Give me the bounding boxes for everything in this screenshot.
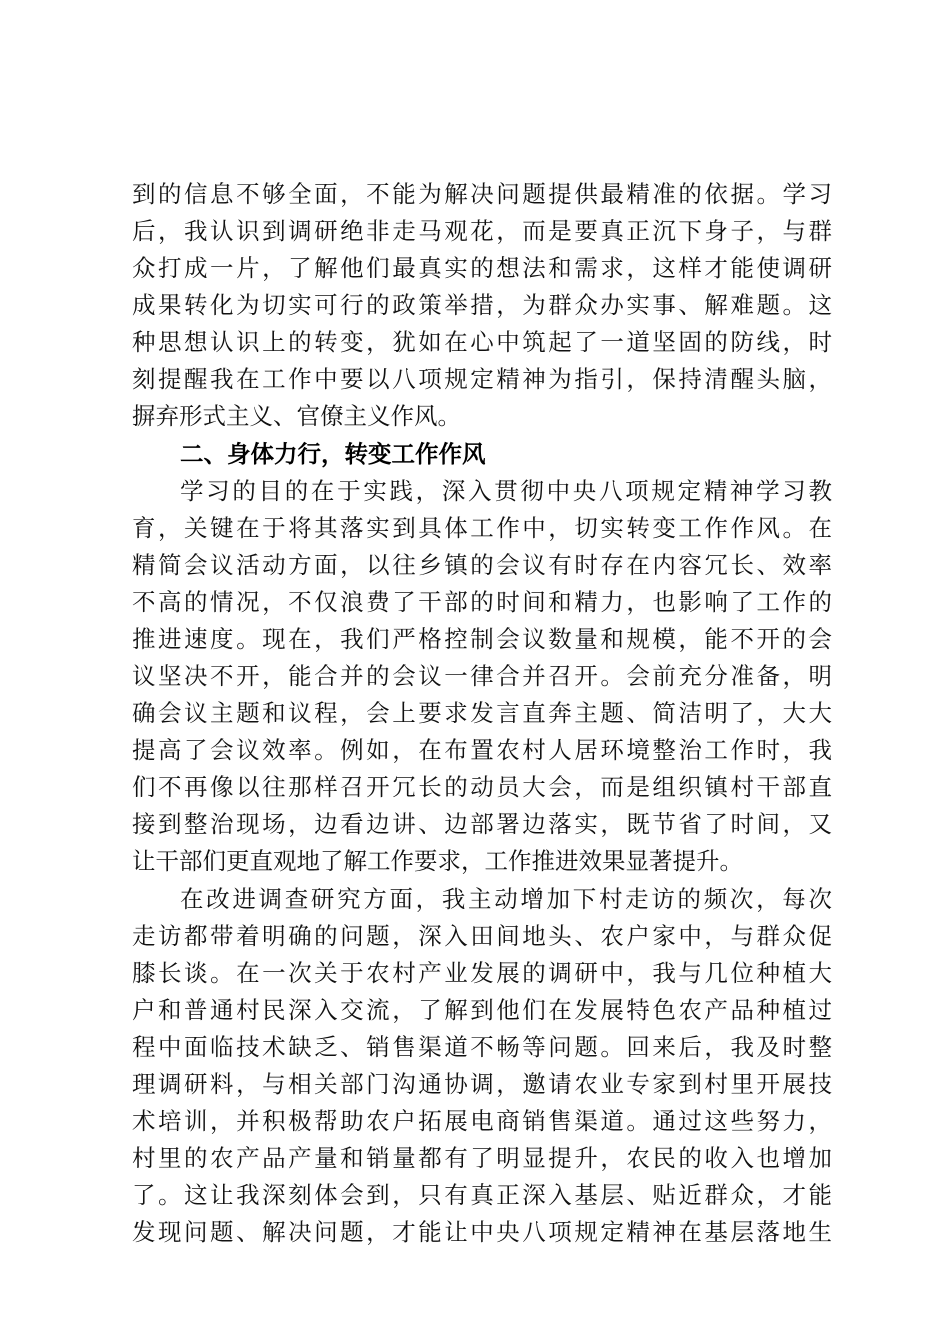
paragraph-2-line-2: 育，关键在于将其落实到具体工作中，切实转变工作作风。在: [132, 514, 832, 542]
paragraph-2-line-4: 不高的情况，不仅浪费了干部的时间和精力，也影响了工作的: [132, 588, 832, 616]
paragraph-2-line-8: 提高了会议效率。例如，在布置农村人居环境整治工作时，我: [132, 736, 832, 764]
paragraph-2-line-9: 们不再像以往那样召开冗长的动员大会，而是组织镇村干部直: [132, 773, 832, 801]
paragraph-2-line-3: 精简会议活动方面，以往乡镇的会议有时存在内容冗长、效率: [132, 551, 832, 579]
paragraph-3-line-2: 走访都带着明确的问题，深入田间地头、农户家中，与群众促: [132, 922, 832, 950]
paragraph-3-line-1: 在改进调查研究方面，我主动增加下村走访的频次，每次: [180, 885, 832, 913]
paragraph-3-line-10: 发现问题、解决问题，才能让中央八项规定精神在基层落地生: [132, 1218, 832, 1246]
paragraph-2-line-5: 推进速度。现在，我们严格控制会议数量和规模，能不开的会: [132, 625, 832, 653]
paragraph-2-line-11: 让干部们更直观地了解工作要求，工作推进效果显著提升。: [132, 847, 743, 875]
paragraph-3-line-9: 了。这让我深刻体会到，只有真正深入基层、贴近群众，才能: [132, 1181, 832, 1209]
paragraph-1-line-1: 到的信息不够全面，不能为解决问题提供最精准的依据。学习: [132, 180, 832, 208]
paragraph-1-line-7: 摒弃形式主义、官僚主义作风。: [132, 402, 461, 430]
paragraph-1-line-3: 众打成一片，了解他们最真实的想法和需求，这样才能使调研: [132, 254, 832, 282]
paragraph-1-line-4: 成果转化为切实可行的政策举措，为群众办实事、解难题。这: [132, 291, 832, 319]
paragraph-1-line-6: 刻提醒我在工作中要以八项规定精神为指引，保持清醒头脑，: [132, 365, 832, 393]
paragraph-3-line-3: 膝长谈。在一次关于农村产业发展的调研中，我与几位种植大: [132, 959, 832, 987]
paragraph-3-line-7: 术培训，并积极帮助农户拓展电商销售渠道。通过这些努力，: [132, 1107, 832, 1135]
paragraph-2-line-1: 学习的目的在于实践，深入贯彻中央八项规定精神学习教: [180, 477, 832, 505]
paragraph-2-line-6: 议坚决不开，能合并的会议一律合并召开。会前充分准备，明: [132, 662, 832, 690]
paragraph-3-line-6: 理调研料，与相关部门沟通协调，邀请农业专家到村里开展技: [132, 1070, 832, 1098]
paragraph-2-line-10: 接到整治现场，边看边讲、边部署边落实，既节省了时间，又: [132, 810, 832, 838]
paragraph-3-line-4: 户和普通村民深入交流，了解到他们在发展特色农产品种植过: [132, 996, 832, 1024]
section-heading: 二、身体力行，转变工作作风: [180, 440, 486, 468]
paragraph-2-line-7: 确会议主题和议程，会上要求发言直奔主题、简洁明了，大大: [132, 699, 832, 727]
paragraph-1-line-2: 后，我认识到调研绝非走马观花，而是要真正沉下身子，与群: [132, 217, 832, 245]
paragraph-3-line-5: 程中面临技术缺乏、销售渠道不畅等问题。回来后，我及时整: [132, 1033, 832, 1061]
paragraph-1-line-5: 种思想认识上的转变，犹如在心中筑起了一道坚固的防线，时: [132, 328, 832, 356]
paragraph-3-line-8: 村里的农产品产量和销量都有了明显提升，农民的收入也增加: [132, 1144, 832, 1172]
